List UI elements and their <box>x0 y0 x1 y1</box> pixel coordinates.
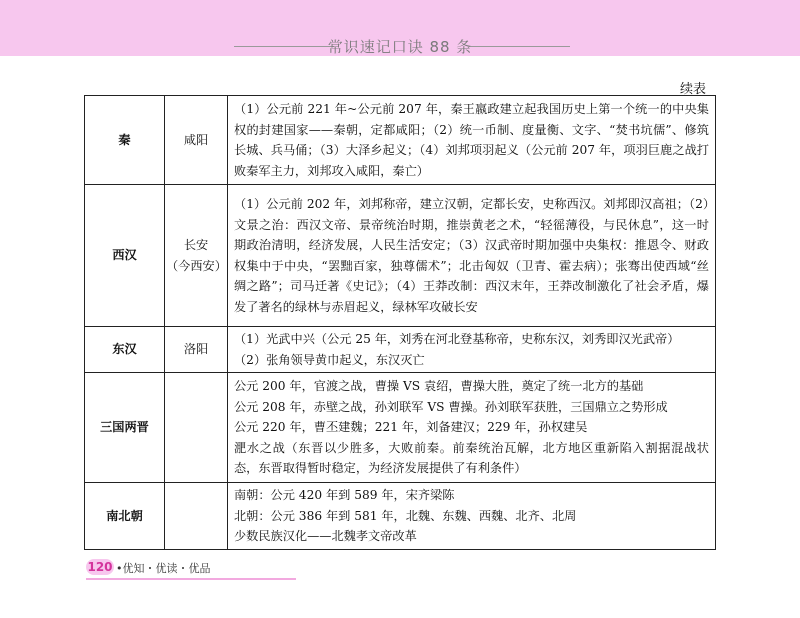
footer-slogan: •优知・优读・优品 <box>116 562 211 575</box>
dynasty-table <box>84 95 716 550</box>
event-text: 公元 200 年，官渡之战，曹操 VS 袁绍，曹操大胜，奠定了统一北方的基础 <box>234 379 644 394</box>
capital-line: 长安 <box>183 238 209 252</box>
table-row <box>85 96 716 185</box>
table-row <box>85 327 716 373</box>
table-row <box>85 483 716 550</box>
capital-cell <box>165 483 228 550</box>
event-text: 北朝：公元 386 年到 581 年，北魏、东魏、西魏、北齐、北周 <box>234 508 577 523</box>
table-row <box>85 185 716 327</box>
events-cell <box>228 483 716 550</box>
event-text: 公元 208 年，赤壁之战，孙刘联军 VS 曹操。孙刘联军获胜，三国鼎立之势形成 <box>234 399 668 414</box>
capital-cell <box>165 327 228 373</box>
page-header-title: 常识速记口诀 88 条 <box>327 38 473 56</box>
events-cell <box>228 373 716 483</box>
event-text: 南朝：公元 420 年到 589 年，宋齐梁陈 <box>234 488 455 502</box>
capital-line: 咸阳 <box>183 132 209 147</box>
capital-line: 洛阳 <box>183 342 209 357</box>
dynasty-cell: 秦 <box>85 96 165 185</box>
table-row <box>85 373 716 483</box>
dynasty-cell: 东汉 <box>85 327 165 373</box>
event-text: （2）张角领导黄巾起义，东汉灭亡 <box>234 352 425 367</box>
dynasty-cell: 西汉 <box>85 185 165 327</box>
continued-label: 续表 <box>679 82 706 97</box>
event-text: （1）光武中兴（公元 25 年，刘秀在河北登基称帝，史称东汉，刘秀即汉光武帝） <box>234 332 680 346</box>
event-text: 少数民族汉化——北魏孝文帝改革 <box>234 529 417 543</box>
event-text: （1）公元前 221 年~公元前 207 年，秦王嬴政建立起我国历史上第一个统一的中央集权的封建国家——秦朝，定都咸阳；（2）统一币制、度量衡、文字、“焚书坑儒”、修筑长城、兵马俑；（3）大泽乡起义；（4）刘邦项羽起义（公元前 207 年，项羽巨鹿之战打败秦军主力，刘邦攻入咸阳，秦亡） <box>234 102 709 178</box>
event-text: 淝水之战（东晋以少胜多，大败前秦。前秦统治瓦解，北方地区重新陷入割据混战状态，东晋取得暂时稳定，为经济发展提供了有利条件） <box>234 440 709 476</box>
footer-rule <box>86 578 296 580</box>
event-text: 公元 220 年，曹丕建魏；221 年，刘备建汉；229 年，孙权建吴 <box>234 420 588 435</box>
capital-cell <box>165 373 228 483</box>
dynasty-cell: 南北朝 <box>85 483 165 550</box>
page-number: 120 <box>87 560 113 574</box>
dynasty-cell: 三国两晋 <box>85 373 165 483</box>
events-cell <box>228 327 716 373</box>
events-cell <box>228 96 716 185</box>
event-text: （1）公元前 202 年，刘邦称帝，建立汉朝，定都长安，史称西汉。刘邦即汉高祖；（2）文景之治：西汉文帝、景帝统治时期，推崇黄老之术，“轻徭薄役，与民休息”，这一时期政治清明，经济发展，人民生活安定；（3）汉武帝时期加强中央集权：推恩令、财政权集中于中央，“罢黜百家，独尊儒术”；北击匈奴（卫青、霍去病）；张骞出使西域“丝绸之路”；司马迁著《史记》；（4）王莽改制：西汉末年，王莽改制激化了社会矛盾，爆发了著名的绿林与赤眉起义，绿林军攻破长安 <box>234 197 709 314</box>
capital-cell <box>165 96 228 185</box>
capital-line: （今西安） <box>166 258 227 273</box>
capital-cell <box>165 185 228 327</box>
events-cell <box>228 185 716 327</box>
